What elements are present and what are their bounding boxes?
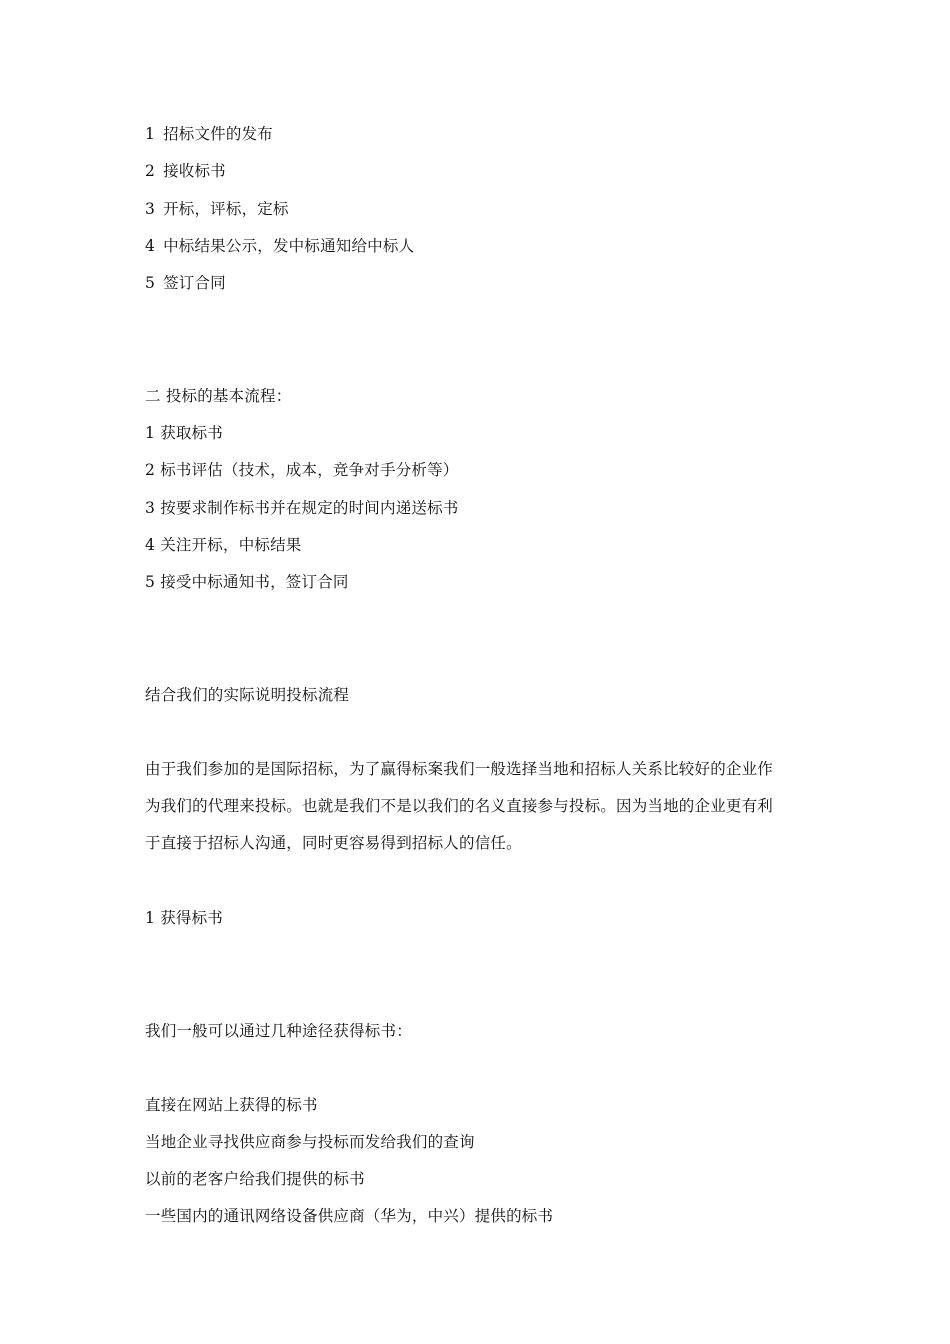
source-item-3: 以前的老客户给我们提供的标书 — [145, 1170, 365, 1188]
section2-heading: 二 投标的基本流程： — [145, 387, 292, 405]
paragraph-line-2: 为我们的代理来投标。也就是我们不是以我们的名义直接参与投标。因为当地的企业更有利 — [145, 797, 774, 815]
source-item-2: 当地企业寻找供应商参与投标而发给我们的查询 — [145, 1133, 475, 1151]
list1-item-1 — [145, 124, 273, 144]
section2-item-1: 1 获取标书 — [145, 424, 223, 442]
sources-intro: 我们一般可以通过几种途径获得标书： — [145, 1022, 412, 1040]
list1-item-2 — [145, 161, 226, 181]
list1-item-text: 招标文件的发布 — [163, 125, 273, 143]
section2-item-3: 3 按要求制作标书并在规定的时间内递送标书 — [145, 499, 459, 517]
list1-item-number: 5 — [145, 274, 156, 292]
source-item-1: 直接在网站上获得的标书 — [145, 1096, 318, 1114]
section3-heading: 结合我们的实际说明投标流程 — [145, 686, 350, 704]
list1-item-text: 中标结果公示，发中标通知给中标人 — [163, 237, 415, 255]
list1-item-5 — [145, 273, 226, 293]
section2-item-2: 2 标书评估（技术，成本，竞争对手分析等） — [145, 461, 459, 479]
list1-item-number: 2 — [145, 162, 156, 180]
list1-item-number: 1 — [145, 125, 156, 143]
paragraph-line-3: 于直接于招标人沟通，同时更容易得到招标人的信任。 — [145, 834, 522, 852]
paragraph-line-1: 由于我们参加的是国际招标，为了赢得标案我们一般选择当地和招标人关系比较好的企业作 — [145, 760, 774, 778]
list1-item-4 — [145, 236, 414, 256]
source-item-4: 一些国内的通讯网络设备供应商（华为，中兴）提供的标书 — [145, 1207, 554, 1225]
section3-subheading: 1 获得标书 — [145, 909, 223, 927]
list1-item-number: 4 — [145, 237, 156, 255]
list1-item-text: 接收标书 — [163, 162, 226, 180]
section2-item-4: 4 关注开标，中标结果 — [145, 536, 302, 554]
section2-item-5: 5 接受中标通知书，签订合同 — [145, 573, 349, 591]
list1-item-number: 3 — [145, 200, 156, 218]
list1-item-3 — [145, 199, 289, 219]
list1-item-text: 签订合同 — [163, 274, 226, 292]
list1-item-text: 开标，评标，定标 — [163, 200, 289, 218]
